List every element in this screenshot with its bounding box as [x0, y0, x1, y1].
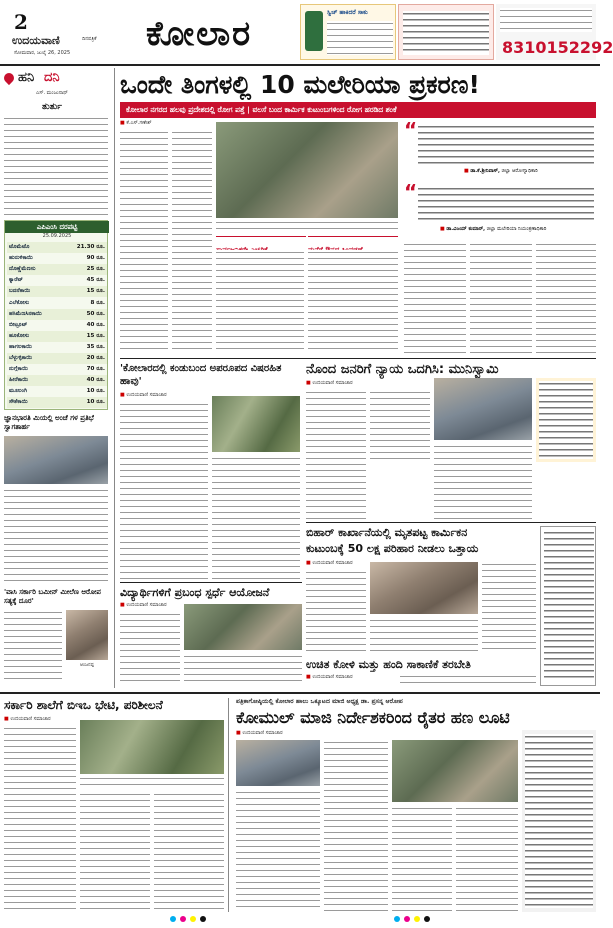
registration-dot	[414, 916, 420, 922]
rate-row	[7, 309, 107, 320]
masthead-rule	[0, 64, 600, 66]
komul-col1-body	[236, 790, 320, 912]
rate-price: 15 ರೂ.	[86, 332, 105, 339]
rate-price: 8 ರೂ.	[90, 299, 105, 306]
munisamy-col3-body	[434, 444, 532, 520]
byline-bullet-icon: ■	[4, 716, 9, 722]
quote-2-name: ಡಾ.ವಿಜಯ್ ಕುಮಾರ್,	[446, 226, 486, 232]
right-ad-box	[540, 526, 596, 686]
komul-col3-body	[392, 806, 452, 912]
essay-photo	[184, 604, 302, 650]
munisamy-byline	[306, 380, 406, 386]
rate-price: 40 ರೂ.	[86, 321, 105, 328]
komul-kicker: ಪತ್ರಿಕಾಗೋಷ್ಠಿಯಲ್ಲಿ ಕೋಲಾರ ಹಾಲು ಒಕ್ಕೂಟದ ಮಾಜಿ ಅಧ್ಯಕ್ಷ ಡಾ. ಪ್ರಸನ್ನ ಆರೋಪ	[236, 698, 403, 705]
rate-price: 40 ರೂ.	[86, 377, 105, 384]
komul-photo-2	[392, 740, 518, 802]
lead-byline	[120, 120, 220, 126]
registration-dot	[424, 916, 430, 922]
essay-col2-body	[184, 654, 302, 686]
school-col2-body	[80, 792, 150, 912]
byline-bullet-icon: ■	[120, 392, 125, 398]
lead-col5-body	[404, 242, 466, 354]
attribution-bullet-icon: ■	[464, 168, 469, 174]
ad-body	[327, 21, 393, 55]
school-photo	[80, 720, 224, 774]
school-col1-body	[4, 726, 76, 912]
masthead	[0, 0, 613, 64]
snake-byline	[120, 392, 220, 398]
bihar-col3-body	[482, 562, 536, 654]
quote-2-body	[418, 186, 594, 224]
quote-mark-icon: “	[404, 180, 418, 204]
quote-1-role: ಜಿಲ್ಲಾ ಆರೋಗ್ಯಾಧಿಕಾರಿ	[501, 168, 538, 174]
rate-item: ಕ್ಯಾರೆಟ್	[9, 277, 23, 284]
komul-byline-text: ಉದಯವಾಣಿ ಸಮಾಚಾರ	[242, 730, 283, 736]
rate-row	[7, 242, 107, 253]
rate-item: ಹುರುಳಿಕಾಯಿ	[9, 255, 33, 262]
rate-row	[7, 298, 107, 309]
snake-col2-body	[212, 456, 300, 580]
komul-headline: ಕೋಮುಲ್ ಮಾಜಿ ನಿರ್ದೇಶಕರಿಂದ ರೈತರ ಹಣ ಲೂಟಿ	[236, 708, 510, 727]
rate-item: ಟೊಮೆಟೊ	[9, 244, 30, 250]
rate-item: ಹೂಕೋಸು	[9, 332, 30, 339]
bihar-headline-line1: ಬಿಹಾರ್ ಕಾರ್ಖಾನೆಯಲ್ಲಿ ಮೃತಪಟ್ಟ ಕಾರ್ಮಿಕನ	[306, 526, 468, 539]
lead-byline-text: ಕೆ.ಎಸ್.ಗಣೇಶ್	[126, 120, 152, 126]
snake-col1-body	[120, 402, 208, 580]
registration-dot	[404, 916, 410, 922]
lead-col7-body	[536, 242, 596, 354]
komul-col2-body	[324, 740, 388, 912]
quote-mark-icon: “	[404, 118, 418, 142]
column-byline: ಎಸ್. ಮಂಜುನಾಥ್	[36, 90, 68, 96]
ad-body	[403, 11, 489, 55]
rate-item: ಹೀರೆಕಾಯಿ	[9, 377, 29, 384]
rate-item: ನುಗ್ಗೆಕಾಯಿ	[9, 366, 28, 373]
paper-name: ಉದಯವಾಣಿ	[12, 34, 60, 47]
school-headline: ಸರ್ಕಾರಿ ಶಾಲೆಗೆ ಬಿಇಒ ಭೇಟಿ, ಪರಿಶೀಲನೆ	[4, 698, 163, 712]
munisamy-col2-body	[370, 390, 430, 462]
rate-price: 21.30 ರೂ.	[76, 244, 105, 250]
brand-prefix: ಹನಿ	[18, 70, 35, 85]
registration-dot	[170, 916, 176, 922]
bottom-section-rule	[0, 692, 600, 694]
hani-dani-logo	[4, 70, 74, 88]
story3-headline: 'ವಾಸಿ ಸರ್ಕಾರಿ ಬಮೀನ್ ಮೀಲೆಣ ಆರೋಪ ಸತ್ಯಕ್ಕೆ ದೂರ'	[4, 588, 101, 605]
lead-headline: ಒಂದೇ ತಿಂಗಳಲ್ಲಿ 10 ಮಲೇರಿಯಾ ಪ್ರಕರಣ!	[120, 70, 480, 99]
rate-price: 25 ರೂ.	[86, 266, 105, 273]
rate-row	[7, 353, 107, 364]
lead-photo	[216, 122, 398, 218]
munisamy-headline: ನೊಂದ ಜನರಿಗೆ ನ್ಯಾಯ ಒದಗಿಸಿ: ಮುನಿಸ್ವಾಮಿ	[306, 362, 499, 377]
date-line: ಸೋಮವಾರ, ಜುಲೈ 26, 2025	[14, 50, 71, 56]
rates-title: ಎಪಿಎಂಸಿ ದರಪಟ್ಟಿ	[5, 221, 109, 233]
rate-row	[7, 264, 107, 275]
quote-2-role: ಜಿಲ್ಲಾ ಮಲೇರಿಯಾ ನಿಯಂತ್ರಣಾಧಿಕಾರಿ	[486, 226, 547, 232]
sidebar-body	[539, 381, 593, 459]
rate-row	[7, 386, 107, 397]
phone-image	[305, 11, 323, 51]
sub-heading-2	[308, 236, 398, 248]
rate-price: 10 ರೂ.	[86, 399, 105, 406]
rate-item: ಎಲೆಕೋಸು	[9, 299, 30, 306]
ad-phone: 8310152292	[502, 38, 613, 57]
komul-sidebar	[522, 730, 596, 912]
rates-list	[7, 242, 107, 410]
registration-dot	[190, 916, 196, 922]
apmc-rates-table	[4, 220, 108, 410]
masthead-ad-2	[398, 4, 494, 60]
munisamy-photo	[434, 378, 532, 440]
komul-sidebar-body	[525, 734, 593, 908]
rate-price: 35 ರೂ.	[86, 343, 105, 350]
story2-headline: ಜ್ಞಾನಭಾರತಿ ಮಿಯಲ್ಲಿ ಅಂಚೆ ಗಳ ಪ್ರತಿಭೆ ಸ್ವಾಗತಾರ್ಹ	[4, 414, 94, 431]
rate-row	[7, 397, 107, 408]
snake-byline-text: ಉದಯವಾಣಿ ಸಮಾಚಾರ	[126, 392, 167, 398]
bihar-col2-body	[370, 618, 478, 654]
rate-price: 10 ರೂ.	[86, 388, 105, 395]
essay-byline-text: ಉದಯವಾಣಿ ಸಮಾಚಾರ	[126, 602, 167, 608]
registration-dot	[200, 916, 206, 922]
snake-headline: 'ಕೋಲಾರದಲ್ಲಿ ಕಂಡುಬಂದ ಅಪರೂಪದ ವಿಷರಹಿತ ಹಾವು'	[120, 363, 282, 387]
komul-col4-body	[456, 806, 518, 912]
poultry-byline	[306, 674, 406, 680]
rate-item: ಹಾಗಲಕಾಯಿ	[9, 343, 33, 350]
quote-box-2	[404, 180, 596, 238]
rate-price: 20 ರೂ.	[86, 355, 105, 361]
rate-price: 50 ರೂ.	[86, 310, 105, 317]
right-ad-body	[544, 530, 594, 682]
school-photo-caption	[80, 776, 224, 788]
rate-item: ಬೆಳ್ಳುಳ್ಳಿಕಾಯಿ	[9, 355, 33, 361]
rate-item: ಬೀಟ್ರೂಟ್	[9, 321, 28, 328]
quote-1-name: ಡಾ.ಕೆ.ಶ್ರೀನಿವಾಸ್,	[470, 168, 500, 174]
poultry-body	[400, 674, 536, 688]
story3-caption: ಆಂಜನಪ್ಪ	[79, 663, 94, 668]
bihar-headline-line2: ಕುಟುಂಬಕ್ಕೆ 50 ಲಕ್ಷ ಪರಿಹಾರ ನೀಡಲು ಒತ್ತಾಯ	[306, 542, 479, 555]
school-col3-body	[154, 792, 224, 912]
sub-heading-1	[216, 236, 306, 248]
rate-row	[7, 364, 107, 375]
essay-headline: ವಿದ್ಯಾರ್ಥಿಗಳಿಗೆ ಪ್ರಬಂಧ ಸ್ಪರ್ಧೆ ಆಯೋಜನೆ	[120, 586, 270, 599]
byline-bullet-icon: ■	[306, 380, 311, 386]
column-body	[4, 116, 108, 218]
snake-photo	[212, 396, 300, 452]
bihar-byline-text: ಉದಯವಾಣಿ ಸಮಾಚಾರ	[312, 560, 353, 566]
essay-col1-body	[120, 612, 180, 686]
registration-dot	[394, 916, 400, 922]
printer-registration-marks	[170, 914, 430, 924]
ad-top-text: ಸ್ವಿಚ್ ಹಾಕಿದರೆ ಸಾಕು	[327, 9, 368, 16]
lead-col6-body	[470, 242, 532, 354]
quote-1-body	[418, 124, 594, 166]
rates-date: 25.09.2025	[42, 233, 72, 239]
rate-item: ದೊಣ್ಣೆಮೆಣಸು	[9, 266, 36, 273]
brand-suffix: ದನಿ	[44, 70, 60, 85]
rate-row	[7, 375, 107, 386]
byline-bullet-icon: ■	[120, 120, 125, 126]
story3-body	[4, 610, 62, 684]
column-section-title: ತುರ್ತು	[42, 102, 62, 112]
left-column-rule	[114, 68, 115, 688]
byline-bullet-icon: ■	[236, 730, 241, 736]
attribution-bullet-icon: ■	[440, 226, 445, 232]
komul-photo	[236, 740, 320, 786]
school-byline-text: ಉದಯವಾಣಿ ಸಮಾಚಾರ	[10, 716, 51, 722]
story2-photo	[4, 436, 108, 484]
rate-row	[7, 331, 107, 342]
lead-deck-text: ಕೋಲಾರ ನಗರದ ಹಲವು ಪ್ರದೇಶದಲ್ಲಿ ರೋಗ ಪತ್ತೆ | ವಲಸೆ ಬಂದ ಕಾರ್ಮಿಕ ಕುಟುಂಬಗಳಿಂದ ರೋಗ ಹರಡಿದ ಶಂಕೆ	[126, 105, 397, 114]
poultry-byline-text: ಉದಯವಾಣಿ ಸಮಾಚಾರ	[312, 674, 353, 680]
komul-byline	[236, 730, 336, 736]
bihar-col1-body	[306, 570, 366, 654]
rate-item: ಮೂಲಂಗಿ	[9, 388, 28, 395]
rate-price: 90 ರೂ.	[86, 255, 105, 262]
rate-item: ಸೌತೆಕಾಯಿ	[9, 399, 28, 406]
ad-body	[500, 8, 592, 32]
lead-photo-caption	[216, 220, 398, 234]
byline-bullet-icon: ■	[306, 674, 311, 680]
rate-row	[7, 286, 107, 297]
rate-price: 15 ರೂ.	[86, 288, 105, 295]
story3-portrait	[66, 610, 108, 660]
munisamy-bottom-rule	[306, 522, 596, 523]
lead-col2-body	[172, 130, 212, 354]
lead-col3-body	[216, 250, 304, 354]
city-name: ಕೋಲಾರ	[146, 14, 253, 54]
drop-icon	[2, 71, 16, 85]
story2-body	[4, 488, 108, 584]
rate-item: ಬದನೆಕಾಯಿ	[9, 288, 31, 295]
rate-price: 45 ರೂ.	[86, 277, 105, 284]
byline-bullet-icon: ■	[306, 560, 311, 566]
masthead-ad-3	[496, 4, 613, 60]
snake-bottom-rule	[120, 582, 302, 583]
lead-col1-body	[120, 130, 168, 354]
rate-row	[7, 320, 107, 331]
lead-col4-body	[308, 250, 398, 354]
munisamy-col1-body	[306, 390, 366, 520]
quote-1-attribution	[464, 168, 596, 174]
quote-box-1	[404, 118, 596, 180]
registration-dot	[180, 916, 186, 922]
page-number: 2	[14, 10, 28, 34]
quote-2-attribution	[440, 226, 596, 232]
masthead-ad-1	[300, 4, 396, 60]
munisamy-byline-text: ಉದಯವಾಣಿ ಸಮಾಚಾರ	[312, 380, 353, 386]
poultry-headline: ಉಚಿತ ಕೋಳಿ ಮತ್ತು ಹಂದಿ ಸಾಕಾಣಿಕೆ ತರಬೇತಿ	[306, 658, 471, 671]
bottom-divider	[228, 698, 229, 912]
byline-bullet-icon: ■	[120, 602, 125, 608]
bihar-photo	[370, 562, 478, 614]
edition-tag: ದಿನಪತ್ರಿಕೆ	[82, 36, 97, 42]
munisamy-sidebar	[536, 378, 596, 462]
rate-price: 70 ರೂ.	[86, 366, 105, 373]
lead-deck	[120, 102, 596, 118]
lead-bottom-rule	[120, 358, 596, 359]
rate-row	[7, 342, 107, 353]
rate-row	[7, 275, 107, 286]
rate-row	[7, 253, 107, 264]
left-column	[0, 68, 112, 688]
rate-item: ಹಸಿಮೆಣಸಿನಕಾಯಿ	[9, 310, 42, 317]
